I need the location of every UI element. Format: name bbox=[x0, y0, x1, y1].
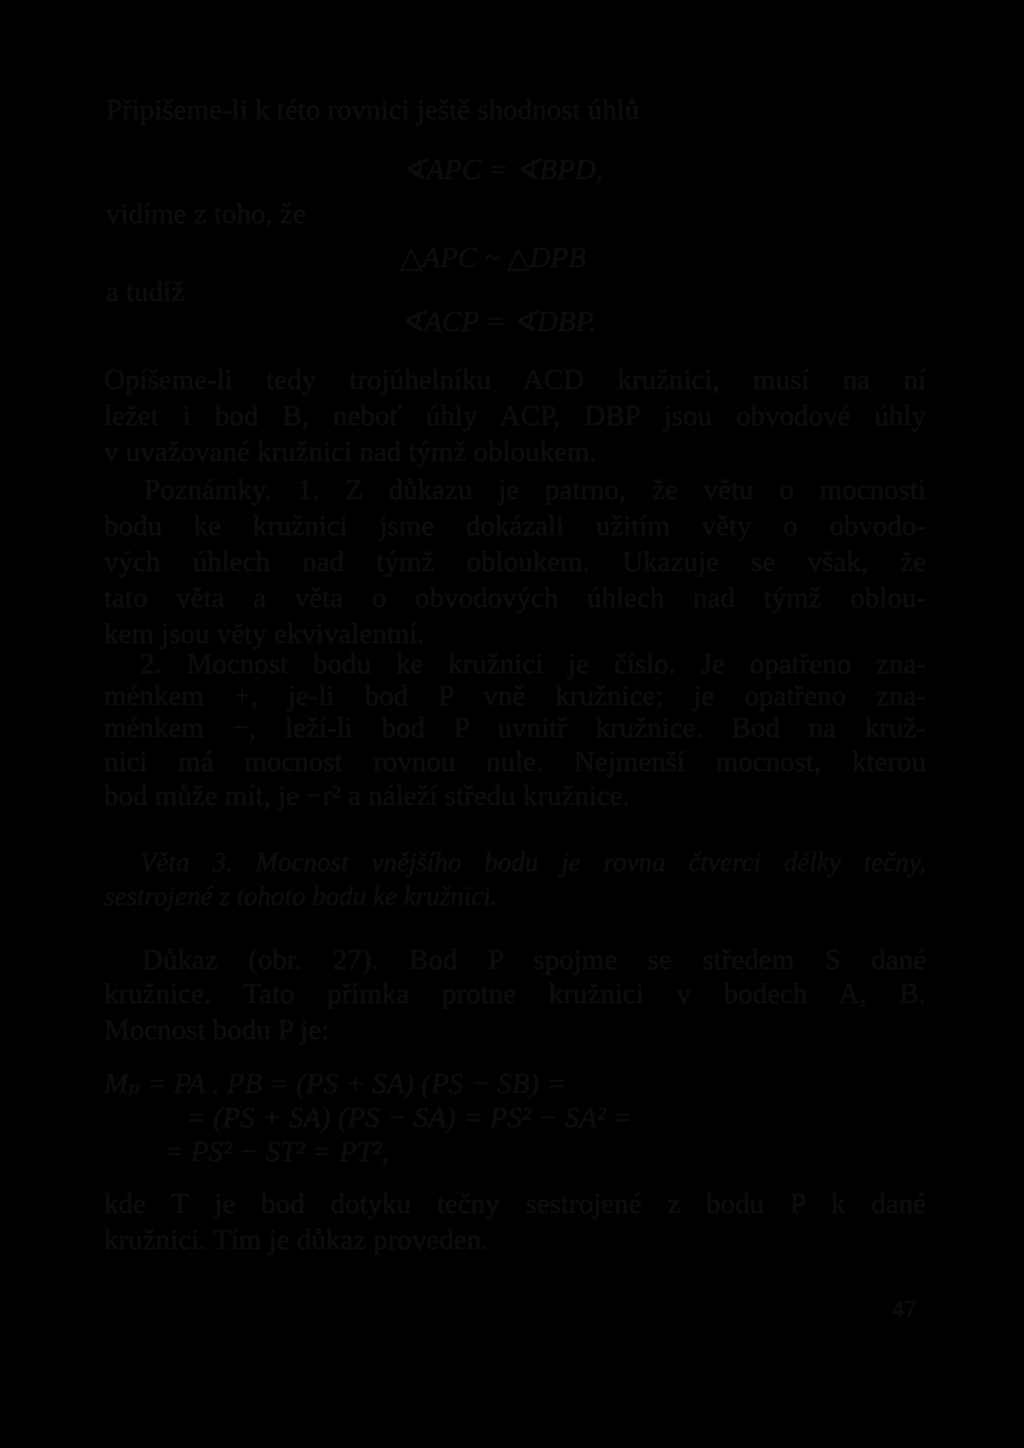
equation-line: = PS² − ST² = PT², bbox=[164, 1136, 389, 1168]
notes-line: bod může mít, je −r² a náleží středu kružnice. bbox=[104, 780, 630, 812]
page-number: 47 bbox=[892, 1297, 916, 1323]
proof-line: kružnice. Tato přímka protne kružnici v bodech A, B. bbox=[104, 978, 926, 1010]
paragraph-line: ležet i bod B, neboť úhly ACP, DBP jsou obvodové úhly bbox=[104, 400, 926, 432]
notes-line: 2. Mocnost bodu ke kružnici je číslo. Je opatřeno zna- bbox=[140, 648, 926, 680]
notes-line: tato věta a věta o obvodových úhlech nad týmž oblou- bbox=[104, 582, 926, 614]
proof-line: Důkaz (obr. 27). Bod P spojme se středem S dané bbox=[142, 944, 926, 976]
theorem-line: Věta 3. Mocnost vnějšího bodu je rovna čtverci délky tečny, bbox=[140, 847, 926, 877]
notes-line: nici má mocnost rovnou nule. Nejmenší mocnost, kterou bbox=[104, 746, 926, 778]
paragraph-line: v uvažované kružnici nad týmž obloukem. bbox=[104, 436, 597, 468]
notes-line: ménkem +, je-li bod P vně kružnice; je opatřeno zna- bbox=[104, 680, 926, 712]
closing-line: kružnici. Tím je důkaz proveden. bbox=[104, 1224, 489, 1256]
equation-angles-2: ∢ACP = ∢DBP. bbox=[400, 306, 597, 338]
notes-line: kem jsou věty ekvivalentní. bbox=[104, 618, 425, 650]
notes-line: vých úhlech nad týmž obloukem. Ukazuje se však, že bbox=[104, 546, 926, 578]
equation-similar: △APC ~ △DPB bbox=[400, 242, 586, 274]
label-tudiz: a tudíž bbox=[106, 276, 185, 308]
closing-line: kde T je bod dotyku tečny sestrojené z bodu P k dané bbox=[104, 1188, 926, 1220]
equation-line: Mₚ = PA . PB = (PS + SA) (PS − SB) = bbox=[104, 1068, 566, 1100]
label-vidime: vidíme z toho, že bbox=[106, 198, 306, 230]
paragraph-line: Opíšeme-li tedy trojúhelníku ACD kružnici, musí na ní bbox=[104, 364, 926, 396]
notes-line: ménkem −, leží-li bod P uvnitř kružnice. Bod na kruž- bbox=[104, 712, 926, 744]
notes-line: Poznámky. 1. Z důkazu je patrno, že větu o mocnosti bbox=[144, 474, 926, 506]
notes-line: bodu ke kružnici jsme dokázali užitím věty o obvodo- bbox=[104, 510, 926, 542]
intro-line: Připišeme-li k této rovnici ještě shodnost úhlů bbox=[106, 94, 640, 126]
proof-line: Mocnost bodu P je: bbox=[104, 1014, 330, 1046]
equation-line: = (PS + SA) (PS − SA) = PS² − SA² = bbox=[186, 1102, 633, 1134]
equation-angles: ∢APC = ∢BPD, bbox=[402, 154, 604, 186]
theorem-line: sestrojené z tohoto bodu ke kružnici. bbox=[104, 881, 498, 911]
